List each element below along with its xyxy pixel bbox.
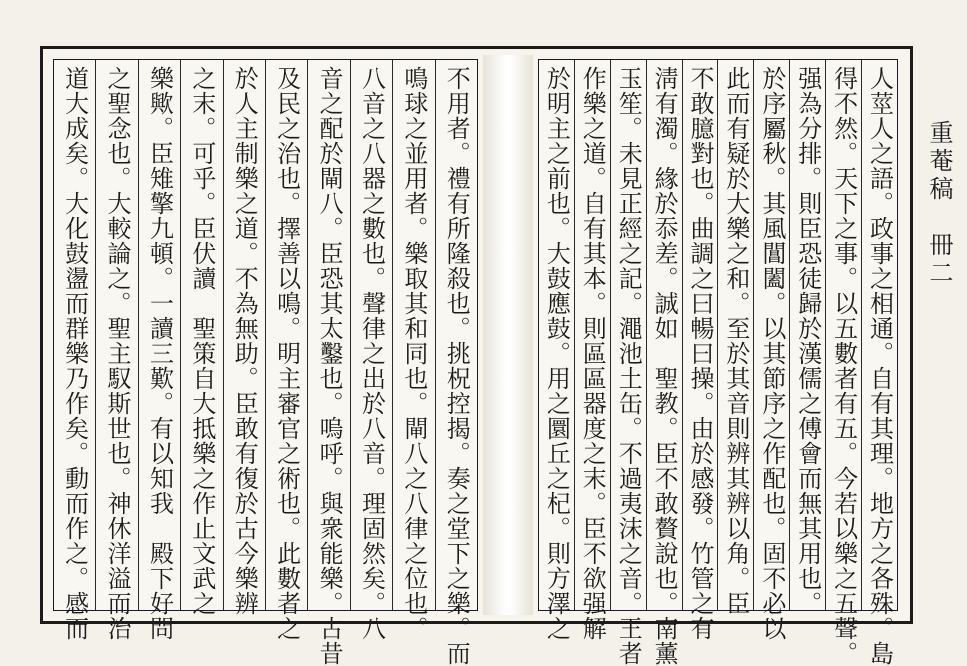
book-spread [40, 46, 913, 666]
text-column [307, 60, 349, 666]
right-page [538, 59, 898, 666]
text-column [717, 60, 753, 616]
column-text: 鳴球之並用者。樂取其和同也。閘八之八律之位也。 [399, 66, 428, 641]
column-text: 不敢臆對也。曲調之曰暢曰操。由於感發。竹管之有 [686, 66, 715, 641]
column-text: 人莖人之語。政事之相通。自有其理。地方之各殊。島 [865, 66, 894, 666]
column-text: 作樂之道。自有其本。則區區器度之末。臣不欲强解 [578, 66, 607, 641]
header-title-block [916, 120, 962, 320]
column-text: 玉笙。未見正經之記。澠池土缶。不過夷沫之音。王者 [614, 66, 643, 666]
text-column [435, 60, 477, 666]
column-text: 之聖念也。大較論之。聖主馭斯世也。神休洋溢而治 [103, 66, 132, 641]
column-text: 淸有濁。緣於忝差。誠如 聖教。臣不敢贅說也。南薰 [650, 66, 679, 666]
column-text: 於人主制樂之道。不為無助。臣敢有復於古今樂辨 [230, 66, 259, 616]
text-column [539, 60, 574, 641]
text-column [180, 60, 222, 616]
text-column [753, 60, 789, 641]
column-text: 於序屬秋。其風閶闔。以其節序之作配也。固不必以 [757, 66, 786, 641]
column-text: 於明主之前也。大鼓應鼓。用之圜丘之杞。則方澤之 [542, 66, 571, 641]
column-text: 强為分排。則臣恐徒歸於漢儒之傅會而無其用也。 [793, 66, 822, 616]
text-column [54, 60, 95, 641]
column-text: 樂歟。臣雉擎九頓。一讀三歎。有以知我 殿下好問 [145, 66, 174, 641]
text-column [825, 60, 861, 666]
column-text: 音之配於閘八。臣恐其太鑿也。嗚呼。與衆能樂。古昔 [315, 66, 344, 666]
text-column [574, 60, 610, 641]
page-title: 重菴稿 冊二 [925, 120, 953, 288]
page-gutter [483, 55, 533, 615]
column-text: 八音之八器之數也。聲律之出於八音。理固然矣。八 [357, 66, 386, 641]
text-column [646, 60, 682, 666]
column-text: 此而有疑於大樂之和。至於其音則辨其辨以角。臣 [721, 66, 750, 616]
text-column [610, 60, 646, 666]
text-column [392, 60, 434, 641]
left-page [53, 59, 478, 666]
text-column [350, 60, 392, 641]
text-column [95, 60, 137, 641]
text-column [223, 60, 265, 616]
text-column [861, 60, 897, 666]
column-text: 得不然。天下之事。以五數者有五。今若以樂之五聲。 [829, 66, 858, 666]
column-text: 道大成矣。大化鼓盪而群樂乃作矣。動而作之。感而 [60, 66, 89, 641]
text-column [265, 60, 307, 641]
text-column [138, 60, 180, 641]
column-text: 不用者。禮有所隆殺也。挑柷控揭。奏之堂下之樂。而 [442, 66, 471, 666]
text-column [682, 60, 718, 641]
text-column [789, 60, 825, 616]
column-text: 及民之治也。擇善以鳴。明主審官之術也。此數者之 [272, 66, 301, 641]
column-text: 之末。可乎。臣伏讀 聖策自大抵樂之作止文武之 [187, 66, 216, 616]
